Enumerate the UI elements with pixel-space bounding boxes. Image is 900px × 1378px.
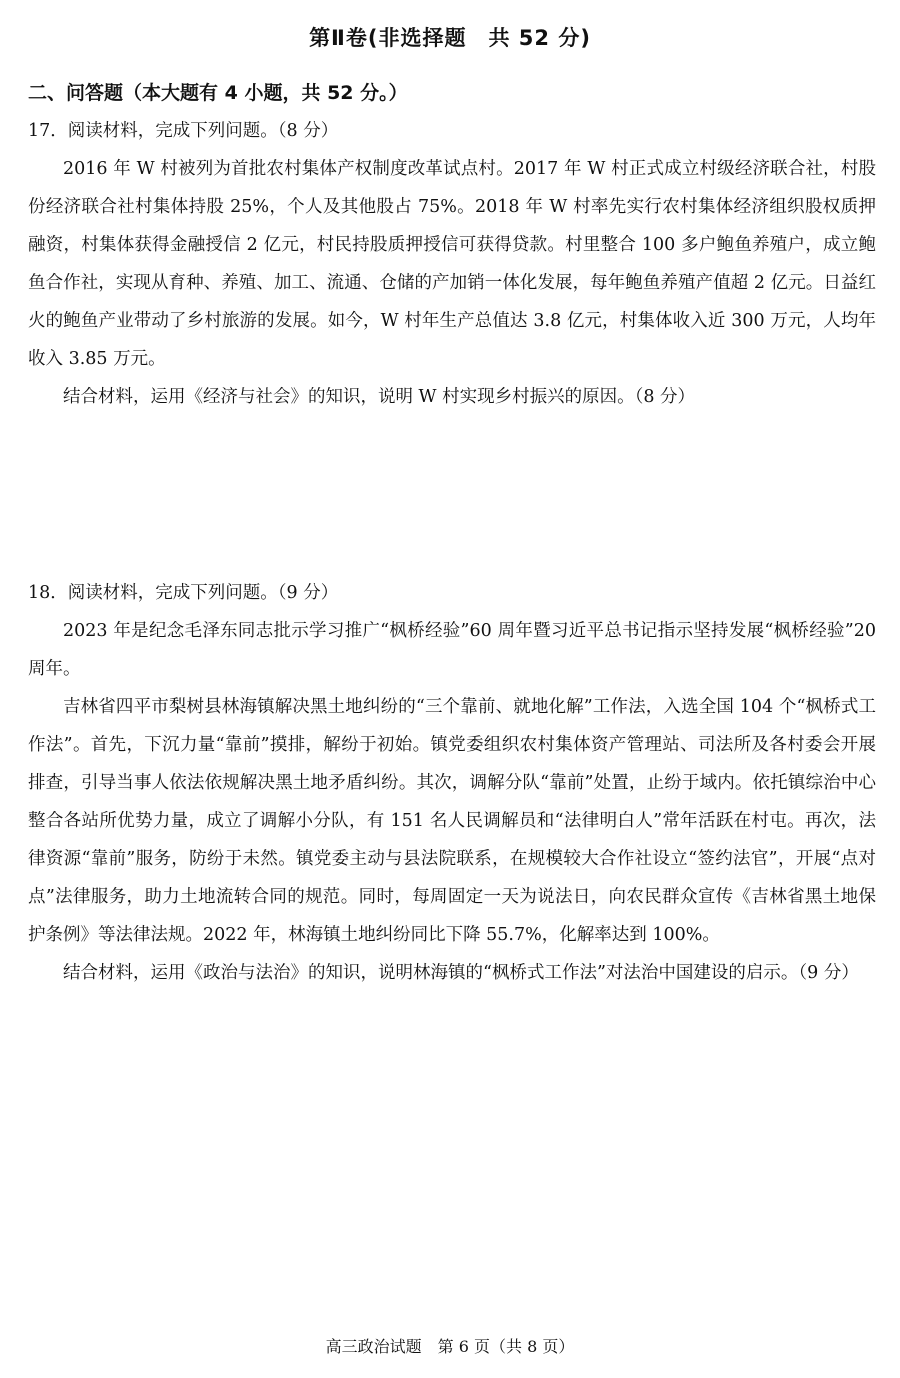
material-paragraph: 2023 年是纪念毛泽东同志批示学习推广“枫桥经验”60 周年暨习近平总书记指示坚持发展“枫桥经验”20 周年。 (28, 621, 876, 679)
material-paragraph: 2016 年 W 村被列为首批农村集体产权制度改革试点村。2017 年 W 村正式成立村级经济联合社，村股份经济联合社村集体持股 25%，个人及其他股占 75%。2018 年 W 村率先实行农村集体经济组织股权质押融资，村集体获得金融授信 2 亿元，村民持股质押授信可获得贷款。村里整合 100 多户鲍鱼养殖户，成立鲍鱼合作社，实现从育种、养殖、加工、流通、仓储的产加销一体化发展，每年鲍鱼养殖产值超 2 亿元。日益红火的鲍鱼产业带动了乡村旅游的发展。如今，W 村年生产总值达 3.8 亿元，村集体收入近 300 万元，人均年收入 3.85 万元。 (28, 159, 876, 369)
question-heading: 17．阅读材料，完成下列问题。（8 分） (28, 121, 339, 141)
question-17 (28, 112, 876, 416)
material-paragraph: 吉林省四平市梨树县林海镇解决黑土地纠纷的“三个靠前、就地化解”工作法，入选全国 104 个“枫桥式工作法”。首先，下沉力量“靠前”摸排，解纷于初始。镇党委组织农村集体资产管理站、司法所及各村委会开展排查，引导当事人依法依规解决黑土地矛盾纠纷。其次，调解分队“靠前”处置，止纷于域内。依托镇综治中心整合各站所优势力量，成立了调解小分队，有 151 名人民调解员和“法律明白人”常年活跃在村屯。再次，法律资源“靠前”服务，防纷于未然。镇党委主动与县法院联系，在规模较大合作社设立“签约法官”，开展“点对点”法律服务，助力土地流转合同的规范。同时，每周固定一天为说法日，向农民群众宣传《吉林省黑土地保护条例》等法律法规。2022 年，林海镇土地纠纷同比下降 55.7%，化解率达到 100%。 (28, 697, 876, 945)
question-prompt: 结合材料，运用《政治与法治》的知识，说明林海镇的“枫桥式工作法”对法治中国建设的启示。（9 分） (63, 963, 859, 983)
page-footer: 高三政治试题 第 6 页（共 8 页） (325, 1337, 575, 1356)
question-18 (28, 574, 876, 992)
section-title: 二、问答题（本大题有 4 小题，共 52 分。） (28, 82, 408, 104)
question-prompt: 结合材料，运用《经济与社会》的知识，说明 W 村实现乡村振兴的原因。（8 分） (63, 387, 696, 407)
question-heading: 18．阅读材料，完成下列问题。（9 分） (28, 583, 339, 603)
part-title: 第Ⅱ卷(非选择题 共 52 分) (309, 26, 591, 50)
